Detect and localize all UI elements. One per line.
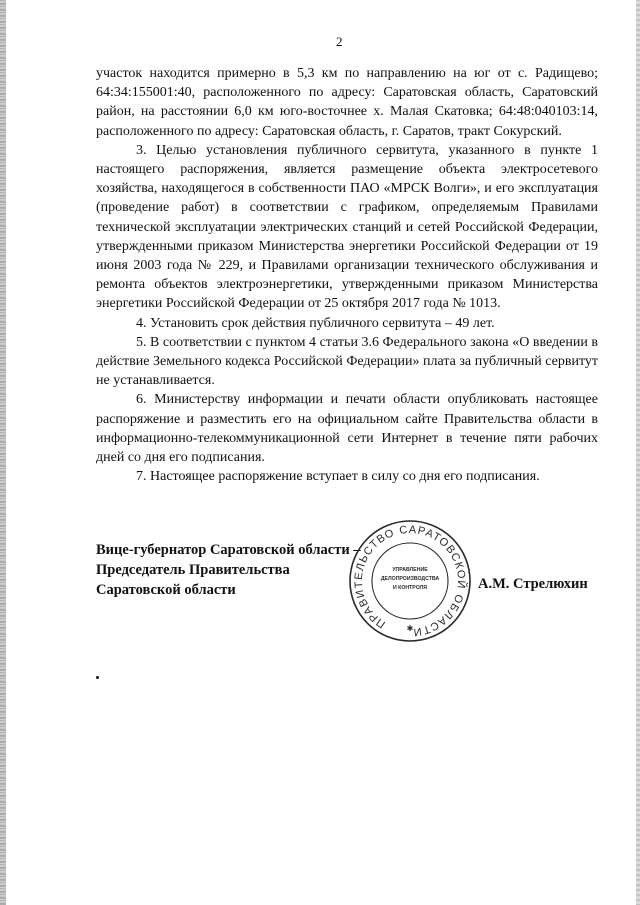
- paragraph-item-5: 5. В соответствии с пунктом 4 статьи 3.6 Федерального закона «О введении в действие Земельного кодекса Российской Федерации» плата за публичный сервитут не устанавливается.: [96, 334, 598, 389]
- seal-inner-line-3: И КОНТРОЛЯ: [393, 585, 427, 591]
- scan-edge-right: [636, 0, 640, 905]
- document-body: [96, 64, 598, 486]
- scan-dot: [96, 676, 99, 679]
- page-number: 2: [336, 34, 343, 49]
- paragraph-continuation: участок находится примерно в 5,3 км по направлению на юг от с. Радищево; 64:34:155001:40, расположенного по адресу: Саратовская область, Саратовский район, на расстоянии 6,0 км юго-восточнее х. Малая Скатовка; 64:48:040103:14, расположенного по адресу: Саратовская область, г. Саратов, тракт Сокурский.: [96, 66, 598, 139]
- signer-title-line-1: Вице-губернатор Саратовской области –: [96, 542, 361, 558]
- paragraph-item-4: 4. Установить срок действия публичного сервитута – 49 лет.: [136, 315, 495, 331]
- seal-outer-text-path: ПРАВИТЕЛЬСТВО САРАТОВСКОЙ ОБЛАСТИ: [352, 523, 468, 639]
- seal-inner-line-1: УПРАВЛЕНИЕ: [392, 567, 428, 573]
- signature-block: [96, 540, 361, 600]
- seal-inner-line-2: ДЕЛОПРОИЗВОДСТВА: [380, 576, 440, 582]
- scan-edge-left: [0, 0, 6, 905]
- paragraph-item-6: 6. Министерству информации и печати области опубликовать настоящее распоряжение и разместить его на официальном сайте Правительства области в информационно-телекоммуникационной сети Интернет в течение пяти рабочих дней со дня его подписания.: [96, 392, 598, 466]
- paragraph-item-7: 7. Настоящее распоряжение вступает в силу со дня его подписания.: [136, 469, 540, 485]
- signer-title-line-3: Саратовской области: [96, 582, 236, 598]
- paragraph-item-3: 3. Целью установления публичного сервитута, указанного в пункте 1 настоящего распоряжения, является размещение объекта электросетевого хозяйства, находящегося в собственности ПАО «МРСК Волги», и его эксплуатация (проведение работ) в соответствии с графиком, определяемым Правилами технической эксплуатации электрических станций и сетей Российской Федерации, утвержденными приказом Министерства энергетики Российской Федерации от 19 июня 2003 года № 229, и Правилами организации технического обслуживания и ремонта объектов электроэнергетики, утвержденными приказом Министерства энергетики Российской Федерации от 25 октября 2017 года № 1013.: [96, 142, 598, 312]
- seal-star-icon: ✱: [406, 624, 414, 633]
- signer-name: А.М. Стрелюхин: [478, 576, 588, 592]
- official-seal: [347, 518, 473, 644]
- signer-title-line-2: Председатель Правительства: [96, 562, 290, 578]
